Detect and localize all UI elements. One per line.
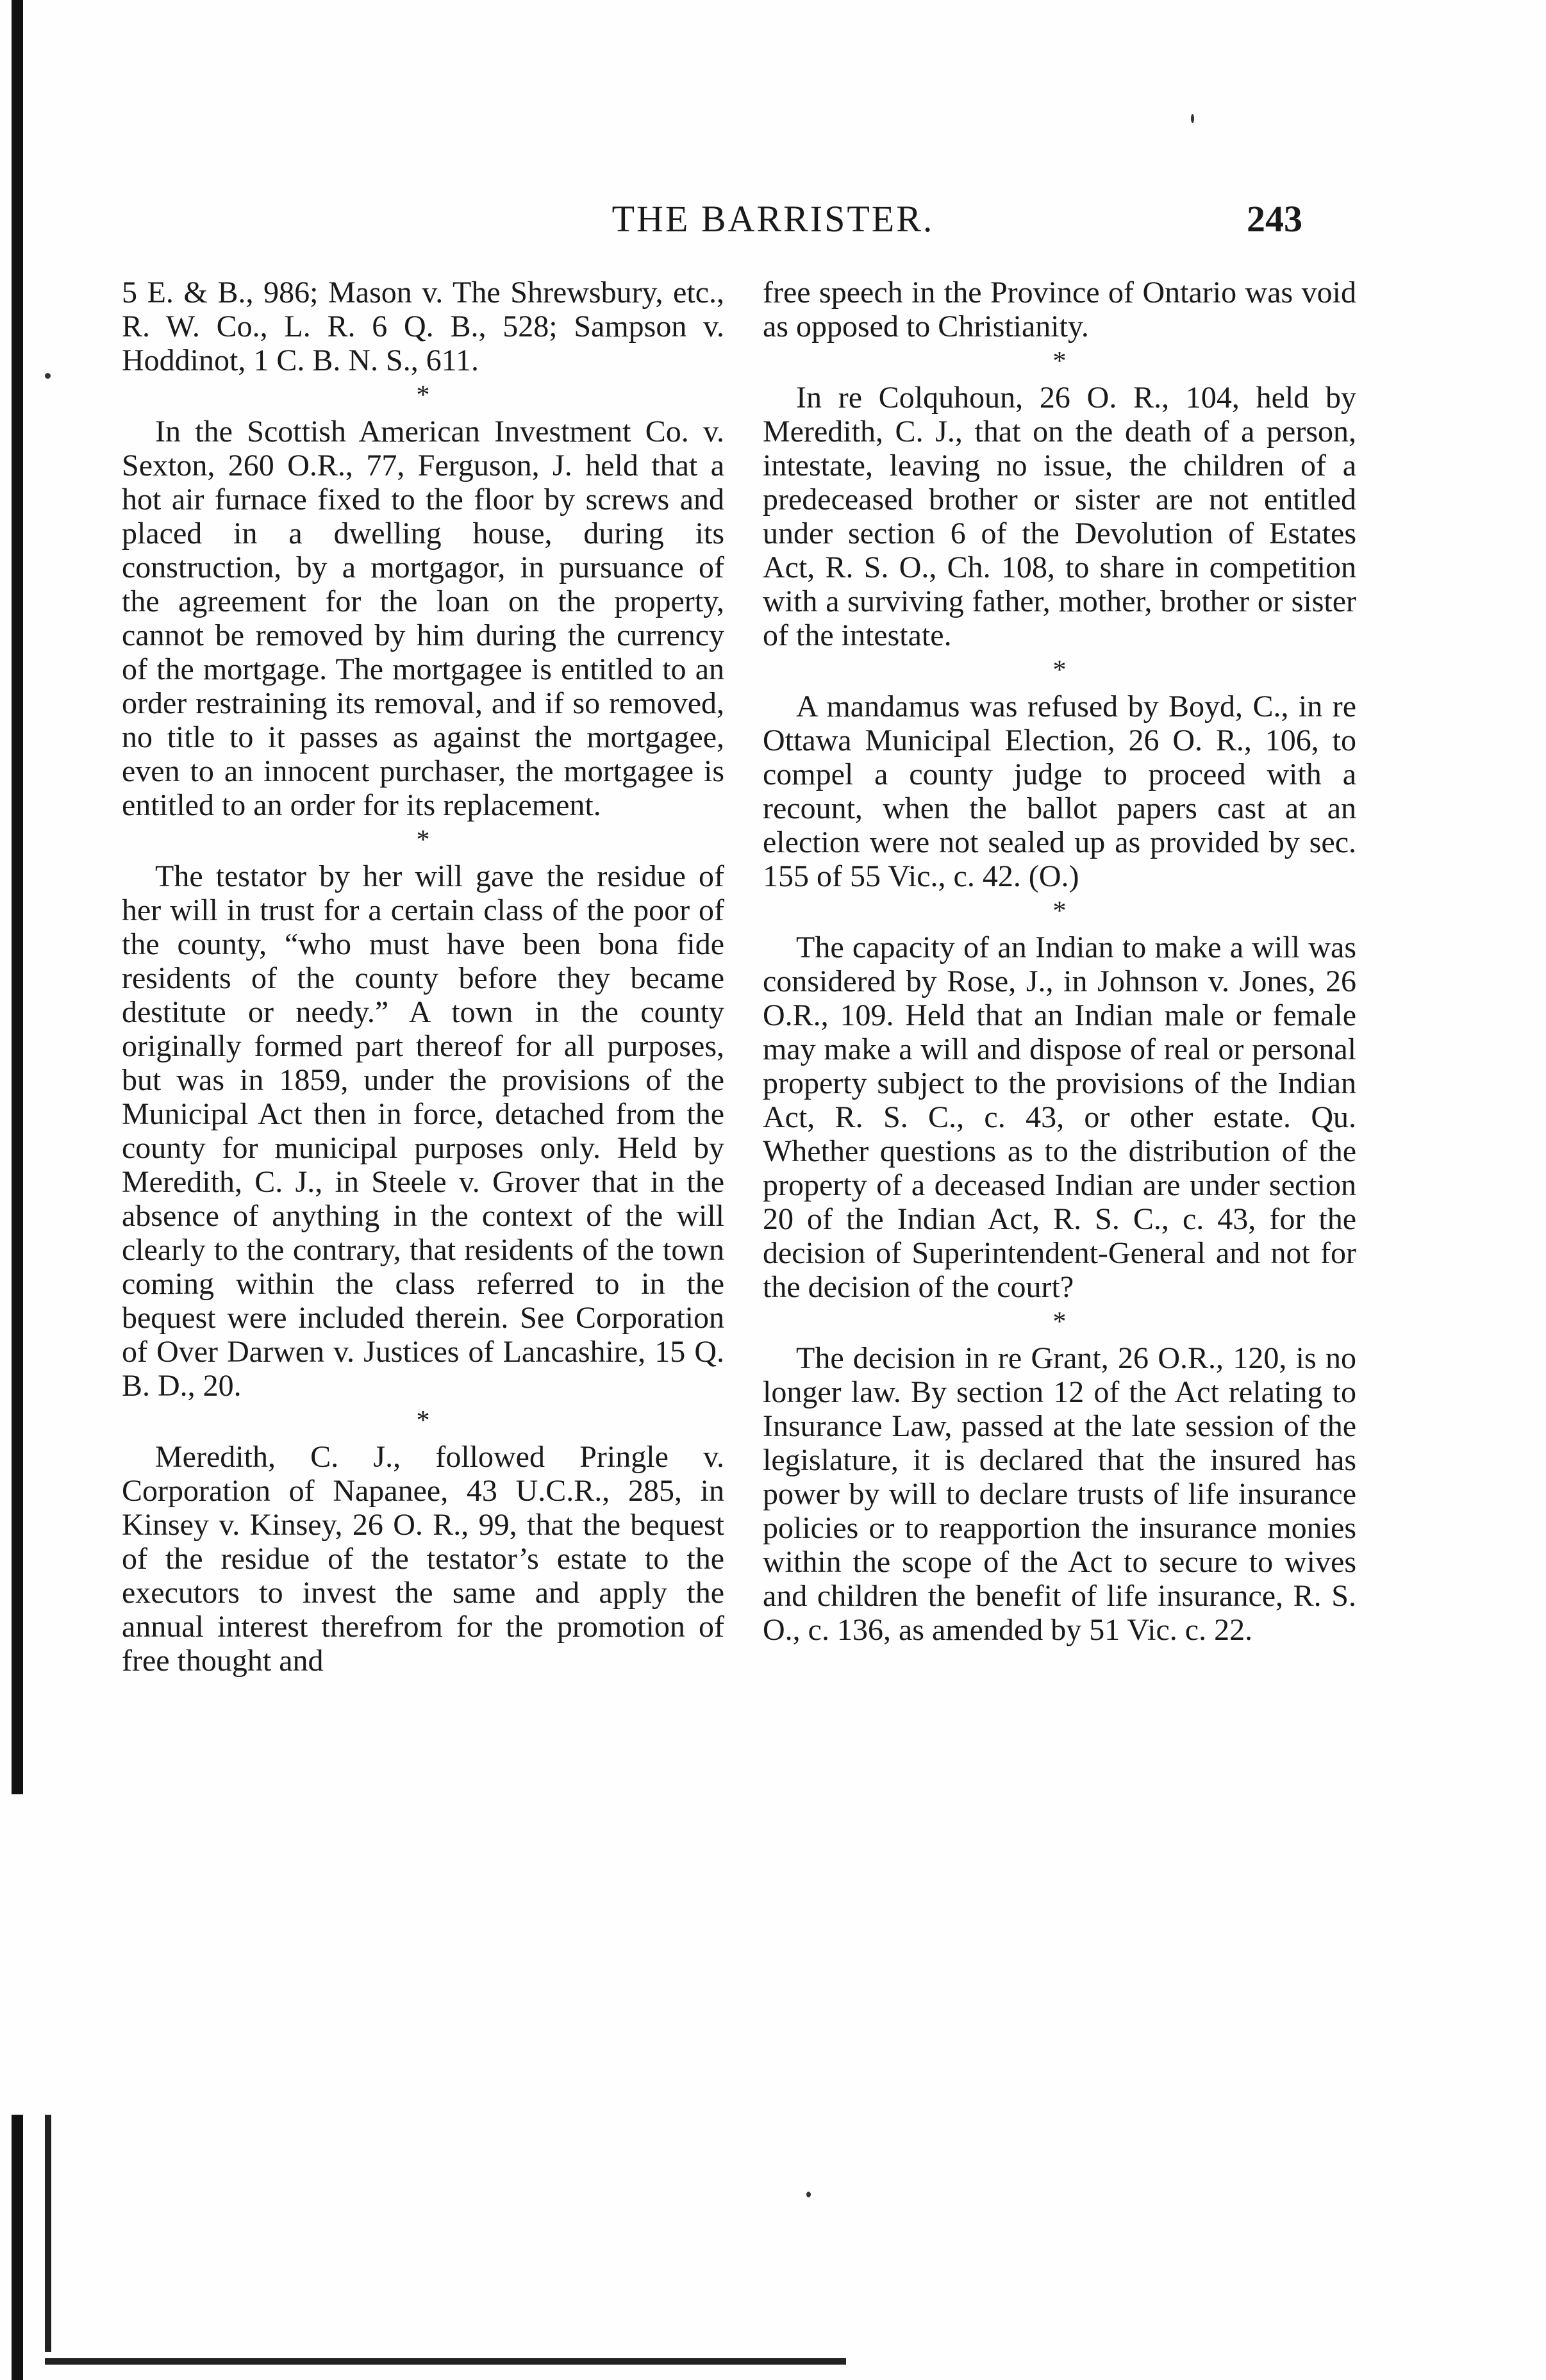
paragraph-continued: free speech in the Province of Ontario was void as opposed to Christianity. <box>763 276 1356 343</box>
section-separator: * <box>1052 347 1067 376</box>
page-number: 243 <box>1247 198 1302 240</box>
paragraph: In re Colquhoun, 26 O. R., 104, held by Meredith, C. J., that on the death of a person, intestate, leaving no issue, the children of a predeceased brother or sister are not entitled under section 6 of the Devolution of Estates Act, R. S. O., Ch. 108, to share in competition with a surviving father, mother, brother or sister of the intestate. <box>763 381 1356 652</box>
paragraph: The capacity of an Indian to make a will was considered by Rose, J., in Johnson v. Jones, 26 O.R., 109. Held that an Indian male or female may make a will and dispose of real or personal property subject to the provisions of the Indian Act, R. S. C., c. 43, or other estate. Qu. Whether questions as to the distribution of the property of a deceased Indian are under section 20 of the Indian Act, R. S. C., c. 43, for the decision of Superintendent-General and not for the decision of the court? <box>763 930 1356 1304</box>
paragraph: Meredith, C. J., followed Pringle v. Corporation of Napanee, 43 U.C.R., 285, in Kinsey v. Kinsey, 26 O. R., 99, that the bequest of the residue of the testator’s estate to the executors to invest the same and apply the annual interest therefrom for the promotion of free thought and <box>122 1440 724 1678</box>
running-title: THE BARRISTER. <box>611 198 935 240</box>
paragraph: In the Scottish American Investment Co. v. Sexton, 260 O.R., 77, Ferguson, J. held that a hot air furnace fixed to the floor by screws and placed in a dwelling house, during its construction, by a mortgagor, in pursuance of the agreement for the loan on the property, cannot be removed by him during the currency of the mortgage. The mortgagee is entitled to an order restraining its removal, and if so removed, no title to it passes as against the mortgagee, even to an innocent purchaser, the mortgagee is entitled to an order for its replacement. <box>122 415 724 822</box>
scan-speck <box>806 2192 811 2197</box>
section-separator: * <box>416 1406 430 1435</box>
section-separator: * <box>1052 1307 1067 1337</box>
paragraph: The decision in re Grant, 26 O.R., 120, is no longer law. By section 12 of the Act relating to Insurance Law, passed at the late session of the legislature, it is declared that the insured has power by will to declare trusts of life insurance policies or to reapportion the insurance monies within the scope of the Act to secure to wives and children the benefit of life insurance, R. S. O., c. 136, as amended by 51 Vic. c. 22. <box>763 1341 1356 1647</box>
section-separator: * <box>416 381 430 410</box>
scan-margin-mark <box>45 2115 51 2352</box>
paragraph-continued: 5 E. & B., 986; Mason v. The Shrewsbury, etc., R. W. Co., L. R. 6 Q. B., 528; Sampson v. Hoddinot, 1 C. B. N. S., 611. <box>122 276 724 377</box>
running-head <box>0 197 1546 249</box>
section-separator: * <box>1052 897 1067 926</box>
scan-speck <box>45 373 51 379</box>
scan-binding-gap <box>12 1794 23 2115</box>
section-separator: * <box>1052 656 1067 685</box>
left-column <box>122 276 724 1678</box>
paragraph: A mandamus was refused by Boyd, C., in re Ottawa Municipal Election, 26 O. R., 106, to compel a county judge to proceed with a recount, when the ballot papers cast at an election were not sealed up as provided by sec. 155 of 55 Vic., c. 42. (O.) <box>763 690 1356 893</box>
paragraph: The testator by her will gave the residue of her will in trust for a certain class of the poor of the county, “who must have been bona fide residents of the county before they became destitute or needy.” A town in the county originally formed part thereof for all purposes, but was in 1859, under the provisions of the Municipal Act then in force, detached from the county for municipal purposes only. Held by Meredith, C. J., in Steele v. Grover that in the absence of anything in the context of the will clearly to the contrary, that residents of the town coming within the class referred to in the bequest were included therein. See Corporation of Over Darwen v. Justices of Lancashire, 15 Q. B. D., 20. <box>122 859 724 1403</box>
scan-speck <box>1191 114 1194 123</box>
scan-bottom-rule <box>45 2358 846 2365</box>
right-column <box>763 276 1356 1647</box>
section-separator: * <box>416 825 430 855</box>
